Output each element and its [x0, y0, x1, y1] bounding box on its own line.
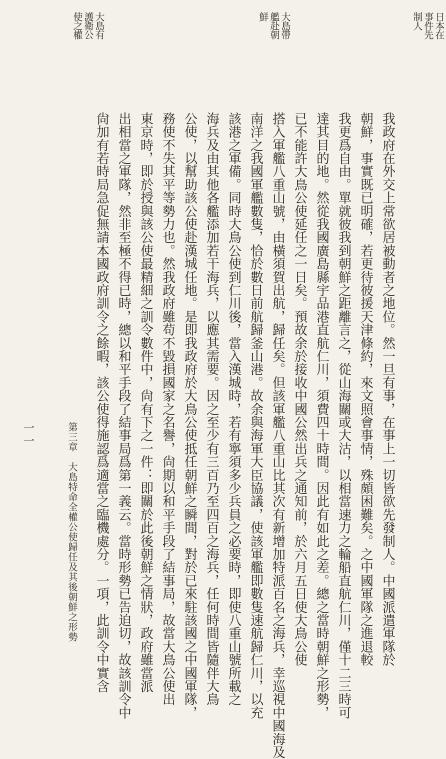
margin-note-line: 護衛公 [82, 12, 93, 39]
body-text-column: 我政府在外交上常欲居被動者之地位。然一旦有事，在事上一切皆欲先發制人。中國派遣軍隊於 [379, 112, 395, 667]
body-text-column: 海兵及由其他各艦添加若干海兵，以應其需要。因之至少有三百乃至四百之海兵，任何時間皆隨伴大鳥 [203, 112, 219, 706]
body-text-column: 出相當之軍隊，然非至極不得已時，總以和平手段了結事局爲第一義云。當時形勢已告迫切，故該訓令中 [115, 112, 131, 720]
margin-note-line: 大島有 [93, 12, 104, 39]
body-text-column: 務使不失其平等勢力也。然我政府雖苟不毀損國家之名譽，尙期以和平手段了結事局，故當大鳥公使出 [159, 112, 175, 706]
margin-note-line: 艦赴朝 [268, 12, 279, 39]
body-text-column: 該港之軍備。同時大鳥公使到仁川後，當入漢城時，若有寧須多少兵員之必要時，即使八重山號所載之 [225, 112, 241, 706]
margin-note-line: 制人 [411, 12, 422, 30]
margin-note-line: 使之權 [71, 12, 82, 39]
body-text-column: 達其目的地。然從我國廣島縣宇品港直航仁川，須費四十時間。因此有如此之差。總之當時朝鮮之形勢， [313, 112, 329, 720]
body-text-column: 朝鮮，事實既已明確，若更待彼援天津條約，來文照會事情，殊頗困難矣。之中國軍隊之進退較 [357, 112, 373, 667]
margin-note-line: 大島帶 [279, 12, 290, 39]
chapter-title-footer: 第三章 大島特命全權公使歸任及其後朝鮮之形勢 [66, 422, 77, 642]
margin-note-2 [246, 12, 290, 92]
body-text-column: 搭入軍艦八重山號，由橫須賀出航，歸任矣。但該軍艦八重山比其次有新增加特派百名之海兵，幸巡視中國海及 [269, 112, 285, 759]
body-text-column: 已不能許大鳥公使延任之一日矣。預故余於接收中國公然出兵之通知前，於六月五日使大鳥公使 [291, 112, 307, 667]
margin-note-line: 事件先 [422, 12, 433, 39]
body-text-column: 南洋之我國軍艦數隻，恰於數日前航歸釜山港。故余與海軍大臣協議，使該軍艦即數隻速航歸仁川，以充 [247, 112, 263, 720]
body-text-column: 尙加有若時局急促無請本國政府訓令之餘暇，該公使得施認爲適當之臨機處分。一項，此訓令中實含 [93, 112, 109, 693]
margin-note-line: 日本在 [433, 12, 444, 39]
body-text-column: 我更爲自由。單就彼我到朝鮮之距離言之，從山海關或大沽，以相當速力之輪船直航仁川，僅十二三時可 [335, 112, 351, 720]
body-text-column: 東京時，即於授與該公使最精細之訓令數件中，尙有下之一件：即關於此後朝鮮之情狀，政府雖當派 [137, 112, 153, 693]
margin-note-1 [392, 12, 444, 92]
body-text-column: 公使，以幫助該公使赴漢城任地。是即我政府於大鳥公使抵任朝鮮之瞬間，對於已來駐該國之中國軍隊， [181, 112, 197, 720]
margin-note-3 [60, 12, 104, 92]
page-number: 一一 [22, 422, 35, 448]
margin-note-line: 鮮 [257, 12, 268, 21]
